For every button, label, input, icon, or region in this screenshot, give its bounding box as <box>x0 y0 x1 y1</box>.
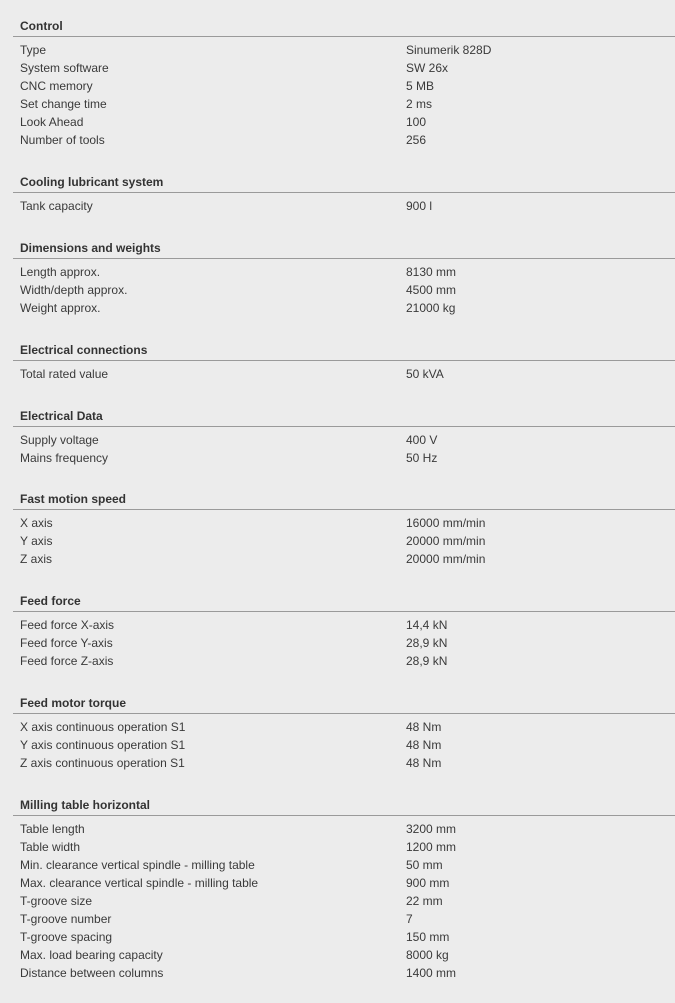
section-title: Milling table horizontal <box>20 798 150 812</box>
spec-label: Feed force Z-axis <box>20 654 114 668</box>
spec-label: T-groove number <box>20 912 112 926</box>
spec-rows <box>0 714 675 772</box>
spec-row <box>0 77 675 95</box>
spec-value: 22 mm <box>406 894 443 908</box>
spec-value: 21000 kg <box>406 301 456 315</box>
spec-value: 400 V <box>406 433 438 447</box>
spec-label: Weight approx. <box>20 301 101 315</box>
spec-value: 3200 mm <box>406 822 457 836</box>
spec-row <box>0 838 675 856</box>
spec-value: 900 l <box>406 199 433 213</box>
spec-rows <box>0 427 675 467</box>
spec-label: Look Ahead <box>20 115 84 129</box>
spec-rows <box>0 361 675 383</box>
spec-label: Table width <box>20 840 81 854</box>
spec-row <box>0 514 675 532</box>
spec-label: Type <box>20 43 47 57</box>
spec-label: Table length <box>20 822 85 836</box>
spec-value: 48 Nm <box>406 756 442 770</box>
spec-value: 48 Nm <box>406 720 442 734</box>
spec-value: 900 mm <box>406 876 450 890</box>
spec-value: 100 <box>406 115 427 129</box>
spec-row <box>0 131 675 149</box>
section-title: Control <box>20 19 63 33</box>
spec-label: Number of tools <box>20 133 105 147</box>
spec-label: Min. clearance vertical spindle - milling table <box>20 858 255 872</box>
spec-value: 8130 mm <box>406 265 457 279</box>
spec-value: 7 <box>406 912 413 926</box>
spec-row <box>0 59 675 77</box>
spec-row <box>0 874 675 892</box>
spec-value: 16000 mm/min <box>406 516 486 530</box>
spec-section <box>0 340 675 383</box>
spec-section <box>0 591 675 670</box>
spec-row <box>0 281 675 299</box>
section-title: Fast motion speed <box>20 492 127 506</box>
spec-row <box>0 856 675 874</box>
spec-label: Y axis continuous operation S1 <box>20 738 186 752</box>
spec-label: Distance between columns <box>20 966 164 980</box>
spec-value: 2 ms <box>406 97 433 111</box>
spec-row <box>0 197 675 215</box>
spec-row <box>0 964 675 982</box>
spec-rows <box>0 193 675 215</box>
spec-value: 20000 mm/min <box>406 552 486 566</box>
spec-label: T-groove spacing <box>20 930 113 944</box>
spec-value: 50 kVA <box>406 367 444 381</box>
spec-label: Width/depth approx. <box>20 283 128 297</box>
spec-row <box>0 652 675 670</box>
spec-value: 28,9 kN <box>406 636 448 650</box>
spec-label: X axis continuous operation S1 <box>20 720 186 734</box>
section-title: Electrical connections <box>20 343 148 357</box>
spec-label: Supply voltage <box>20 433 99 447</box>
spec-value: 4500 mm <box>406 283 457 297</box>
spec-label: System software <box>20 61 109 75</box>
spec-value: 50 Hz <box>406 451 438 465</box>
spec-row <box>0 736 675 754</box>
section-title: Cooling lubricant system <box>20 175 164 189</box>
spec-value: 1200 mm <box>406 840 457 854</box>
spec-row <box>0 263 675 281</box>
spec-label: Total rated value <box>20 367 109 381</box>
spec-value: 20000 mm/min <box>406 534 486 548</box>
spec-row <box>0 449 675 467</box>
section-title: Dimensions and weights <box>20 241 161 255</box>
spec-label: Tank capacity <box>20 199 93 213</box>
spec-label: Z axis continuous operation S1 <box>20 756 185 770</box>
spec-section <box>0 238 675 317</box>
spec-label: Length approx. <box>20 265 101 279</box>
spec-row <box>0 754 675 772</box>
spec-value: 28,9 kN <box>406 654 448 668</box>
spec-rows <box>0 510 675 568</box>
spec-rows <box>0 37 675 149</box>
spec-label: Max. clearance vertical spindle - milling table <box>20 876 259 890</box>
spec-row <box>0 113 675 131</box>
spec-value: 1400 mm <box>406 966 457 980</box>
spec-rows <box>0 612 675 670</box>
spec-value: 50 mm <box>406 858 443 872</box>
spec-row <box>0 41 675 59</box>
spec-row <box>0 431 675 449</box>
spec-row <box>0 616 675 634</box>
spec-row <box>0 910 675 928</box>
section-title: Feed force <box>20 594 81 608</box>
spec-label: Feed force X-axis <box>20 618 115 632</box>
spec-row <box>0 95 675 113</box>
spec-value: 48 Nm <box>406 738 442 752</box>
spec-row <box>0 550 675 568</box>
spec-section <box>0 16 675 149</box>
spec-value: 150 mm <box>406 930 450 944</box>
spec-label: Mains frequency <box>20 451 109 465</box>
spec-section <box>0 489 675 568</box>
spec-rows <box>0 259 675 317</box>
spec-row <box>0 892 675 910</box>
spec-value: Sinumerik 828D <box>406 43 492 57</box>
spec-value: 5 MB <box>406 79 435 93</box>
spec-value: SW 26x <box>406 61 449 75</box>
spec-row <box>0 365 675 383</box>
spec-row <box>0 928 675 946</box>
spec-label: Set change time <box>20 97 107 111</box>
spec-section <box>0 795 675 982</box>
spec-row <box>0 820 675 838</box>
spec-row <box>0 532 675 550</box>
spec-section <box>0 172 675 215</box>
spec-row <box>0 946 675 964</box>
section-title: Electrical Data <box>20 409 103 423</box>
spec-section <box>0 406 675 467</box>
spec-row <box>0 299 675 317</box>
spec-row <box>0 634 675 652</box>
spec-rows <box>0 816 675 982</box>
spec-label: Max. load bearing capacity <box>20 948 163 962</box>
spec-row <box>0 718 675 736</box>
spec-label: CNC memory <box>20 79 93 93</box>
spec-label: Z axis <box>20 552 53 566</box>
spec-value: 256 <box>406 133 427 147</box>
section-title: Feed motor torque <box>20 696 127 710</box>
spec-value: 14,4 kN <box>406 618 448 632</box>
spec-section <box>0 693 675 772</box>
spec-label: Y axis <box>20 534 53 548</box>
spec-label: Feed force Y-axis <box>20 636 113 650</box>
spec-label: X axis <box>20 516 53 530</box>
spec-value: 8000 kg <box>406 948 449 962</box>
spec-label: T-groove size <box>20 894 93 908</box>
